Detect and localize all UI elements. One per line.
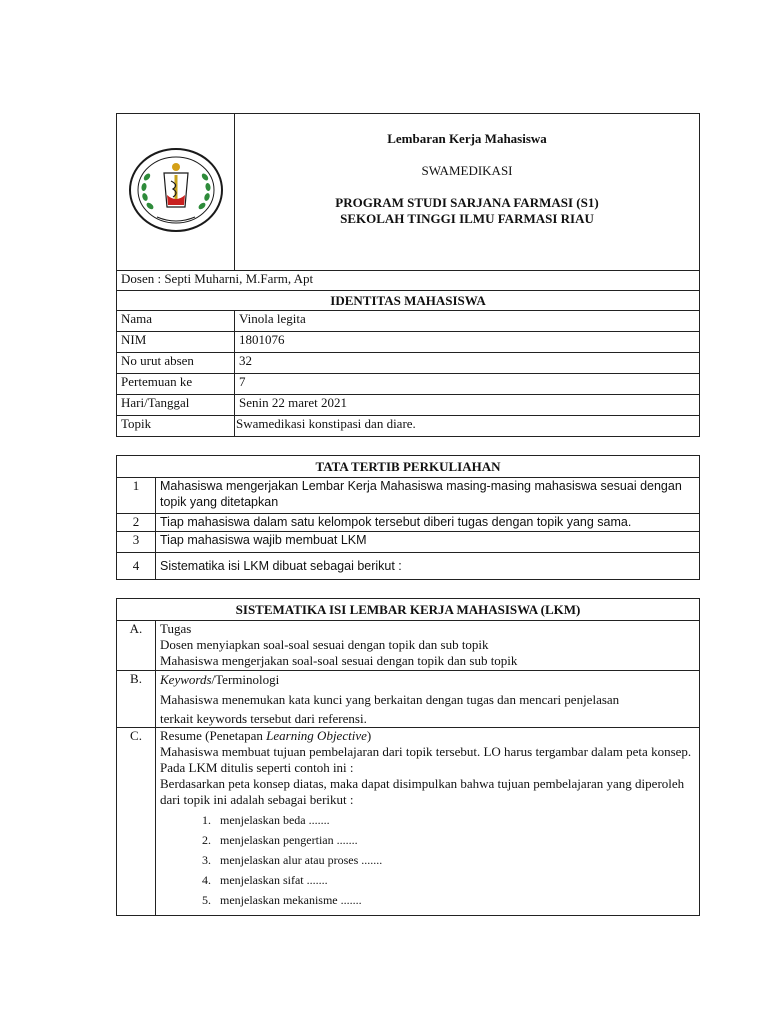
field-label: Pertemuan ke xyxy=(117,374,235,395)
section-tugas xyxy=(156,621,700,671)
program-name: PROGRAM STUDI SARJANA FARMASI (S1) xyxy=(335,195,599,210)
rule-number: 4 xyxy=(117,553,156,580)
rule-number: 3 xyxy=(117,532,156,553)
field-value-meeting: 7 xyxy=(235,374,700,395)
lkm-title: SISTEMATIKA ISI LEMBAR KERJA MAHASISWA (LKM) xyxy=(117,599,700,621)
section-title xyxy=(160,672,695,688)
section-text: Mahasiswa mengerjakan soal-soal sesuai dengan topik dan sub topik xyxy=(160,653,518,668)
field-value-topic: Swamedikasi konstipasi dan diare. xyxy=(235,416,700,437)
section-text: terkait keywords tersebut dari referensi. xyxy=(160,711,367,726)
rules-table xyxy=(116,455,700,580)
document-subject: SWAMEDIKASI xyxy=(421,163,513,178)
field-label: Nama xyxy=(117,311,235,332)
rule-text: Tiap mahasiswa dalam satu kelompok tersebut diberi tugas dengan topik yang sama. xyxy=(156,514,700,532)
field-value-nim: 1801076 xyxy=(235,332,700,353)
section-text: Berdasarkan peta konsep diatas, maka dapat disimpulkan bahwa tujuan pembelajaran yang diperoleh dari topik ini adalah sebagai berikut : xyxy=(160,776,685,807)
field-label: Hari/Tanggal xyxy=(117,395,235,416)
section-title-post: ) xyxy=(366,728,372,743)
document-title-block xyxy=(235,114,700,271)
section-title-italic: Keywords xyxy=(160,672,212,687)
section-resume xyxy=(156,728,700,916)
rule-text: Mahasiswa mengerjakan Lembar Kerja Mahasiswa masing-masing mahasiswa sesuai dengan topik yang ditetapkan xyxy=(156,478,700,514)
lkm-table xyxy=(116,598,700,916)
field-label: NIM xyxy=(117,332,235,353)
lecturer-row: Dosen : Septi Muharni, M.Farm, Apt xyxy=(117,271,700,291)
section-title xyxy=(160,728,695,744)
section-title-pre: Resume (Penetapan xyxy=(160,728,267,743)
section-title-italic: Learning Objective xyxy=(266,728,367,743)
field-label: Topik xyxy=(117,416,235,437)
section-letter: B. xyxy=(117,671,156,728)
list-item: 3. menjelaskan alur atau proses ....... xyxy=(214,850,695,870)
rule-number: 1 xyxy=(117,478,156,514)
learning-objectives-list xyxy=(160,810,695,910)
document-title: Lembaran Kerja Mahasiswa xyxy=(387,131,547,146)
field-label: No urut absen xyxy=(117,353,235,374)
field-value-absen: 32 xyxy=(235,353,700,374)
rule-text: Tiap mahasiswa wajib membuat LKM xyxy=(156,532,700,553)
section-letter: A. xyxy=(117,621,156,671)
field-value-name: Vinola legita xyxy=(235,311,700,332)
logo-cell xyxy=(117,114,235,271)
section-title-rest: /Terminologi xyxy=(211,672,280,687)
section-keywords xyxy=(156,671,700,728)
section-letter: C. xyxy=(117,728,156,916)
rule-number: 2 xyxy=(117,514,156,532)
identity-section-title: IDENTITAS MAHASISWA xyxy=(117,291,700,311)
identity-table xyxy=(116,113,700,437)
list-item: 2. menjelaskan pengertian ....... xyxy=(214,830,695,850)
list-item: 4. menjelaskan sifat ....... xyxy=(214,870,695,890)
list-item: 1. menjelaskan beda ....... xyxy=(214,810,695,830)
institution-name: SEKOLAH TINGGI ILMU FARMASI RIAU xyxy=(340,211,594,226)
section-text: Mahasiswa membuat tujuan pembelajaran dari topik tersebut. LO harus tergambar dalam peta konsep. Pada LKM ditulis seperti contoh ini : xyxy=(160,744,692,775)
section-text: Dosen menyiapkan soal-soal sesuai dengan topik dan sub topik xyxy=(160,637,489,652)
section-text: Mahasiswa menemukan kata kunci yang berkaitan dengan tugas dan mencari penjelasan xyxy=(160,692,620,707)
list-item: 5. menjelaskan mekanisme ....... xyxy=(214,890,695,910)
section-title: Tugas xyxy=(160,621,192,636)
rule-text: Sistematika isi LKM dibuat sebagai berikut : xyxy=(156,553,700,580)
rules-title: TATA TERTIB PERKULIAHAN xyxy=(117,456,700,478)
field-value-date: Senin 22 maret 2021 xyxy=(235,395,700,416)
college-logo-icon xyxy=(127,147,225,233)
